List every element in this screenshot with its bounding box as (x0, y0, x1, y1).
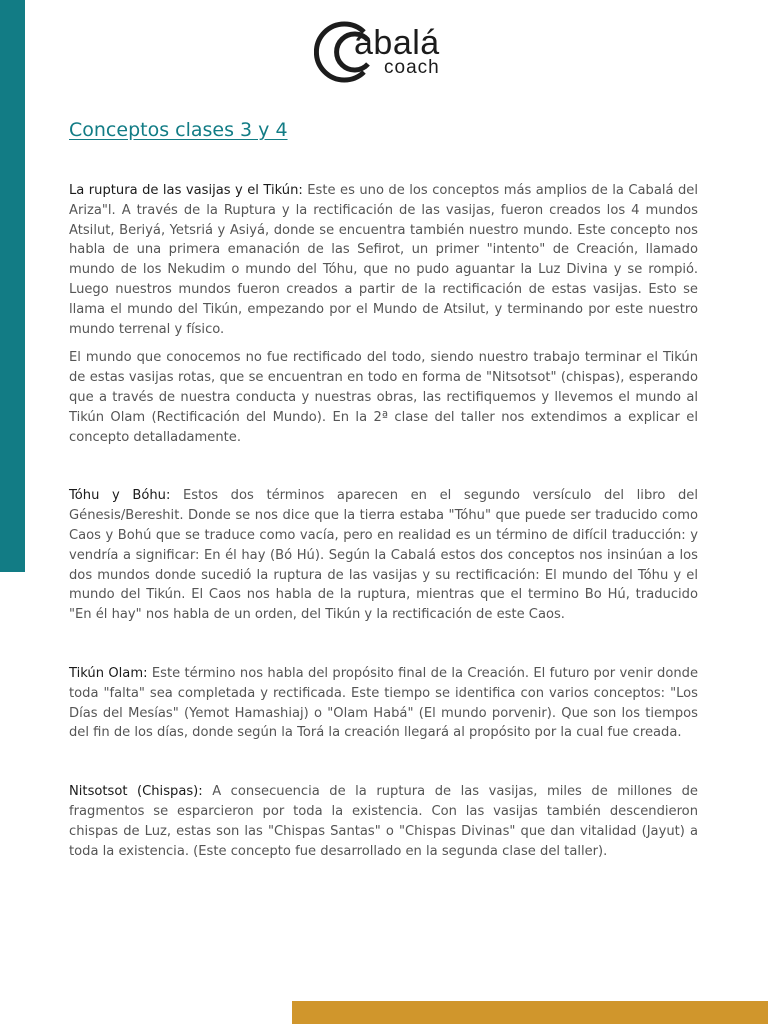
side-accent-bar (0, 0, 25, 572)
content-body (69, 181, 698, 861)
text-tikun-olam: Este término nos habla del propósito final de la Creación. El futuro por venir donde toda "falta" sea completada y rectificada. Este tiempo se identifica con varios conceptos: "Los Días del Mesías" (Yemot Hamashiaj) o "Olam Habá" (El mundo porvenir). Que son los tiempos del fin de los días, donde según la Torá la creación llegará al propósito por la cual fue creada. (69, 665, 699, 741)
paragraph-ruptura (69, 181, 698, 339)
page-title[interactable]: Conceptos clases 3 y 4 (69, 119, 288, 141)
term-ruptura: La ruptura de las vasijas y el Tikún: (69, 183, 303, 198)
text-mundo: El mundo que conocemos no fue rectificado del todo, siendo nuestro trabajo terminar el Tikún de estas vasijas rotas, que se encuentran en todo en forma de "Nitsotsot" (chispas), esperando que a través de nuestra conducta y nuestras obras, las rectifiquemos y llevemos el mundo al Tikún Olam (Rectificación del Mundo). En la 2ª clase del taller nos extendimos a explicar el concepto detalladamente. (69, 350, 698, 445)
text-tohu: Estos dos términos aparecen en el segundo versículo del libro del Génesis/Bereshit. Donde se nos dice que la tierra estaba "Tóhu" que puede ser traducido como Caos y Bohú que se traduce como vacía, pero en realidad es un término de difícil traducción: y vendría a significar: En él hay (Bó Hú). Según la Cabalá estos dos conceptos nos insinúan a los dos mundos donde sucedió la ruptura de las vasijas y su rectificación: El mundo del Tóhu y el mundo del Tikún. El Caos nos habla de la ruptura, mientras que el termino Bo Hú, traducido "En él hay" nos habla de un orden, del Tikún y la rectificación de este Caos. (69, 488, 698, 623)
text-ruptura: Este es uno de los conceptos más amplios de la Cabalá del Ariza"l. A través de la Ruptura y la rectificación de las vasijas, fueron creados los 4 mundos Atsilut, Beriyá, Yetsriá y Asiyá, donde se encuentra también nuestro mundo. Este concepto nos habla de una primera emanación de las Sefirot, un primer "intento" de Creación, llamado mundo de los Nekudim o mundo del Tóhu, que no pudo aguantar la Luz Divina y se rompió. Luego nuestros mundos fueron creados a partir de la rectificación de estas vasijas. Esto se llama el mundo del Tikún, empezando por el Mundo de Atsilut, y terminando por este nuestro mundo terrenal y físico. (69, 183, 698, 337)
bottom-accent-bar (292, 1001, 768, 1024)
logo-subtitle: coach (384, 57, 440, 78)
cabala-coach-logo (314, 18, 464, 84)
paragraph-mundo (69, 348, 698, 447)
text-nitsotsot: A consecuencia de la ruptura de las vasijas, miles de millones de fragmentos se esparcieron por toda la existencia. Con las vasijas también descendieron chispas de Luz, estas son las "Chispas Santas" o "Chispas Divinas" que dan vitalidad (Jayut) a toda la existencia. (Este concepto fue desarrollado en la segunda clase del taller). (69, 784, 698, 859)
logo-wordmark: abalá (354, 24, 440, 62)
term-tikun-olam: Tikún Olam: (69, 665, 148, 681)
paragraph-tikun-olam (69, 664, 698, 743)
term-tohu: Tóhu y Bóhu: (69, 488, 171, 504)
term-nitsotsot: Nitsotsot (Chispas): (69, 784, 203, 800)
paragraph-nitsotsot (69, 782, 698, 861)
paragraph-tohu (69, 486, 698, 625)
